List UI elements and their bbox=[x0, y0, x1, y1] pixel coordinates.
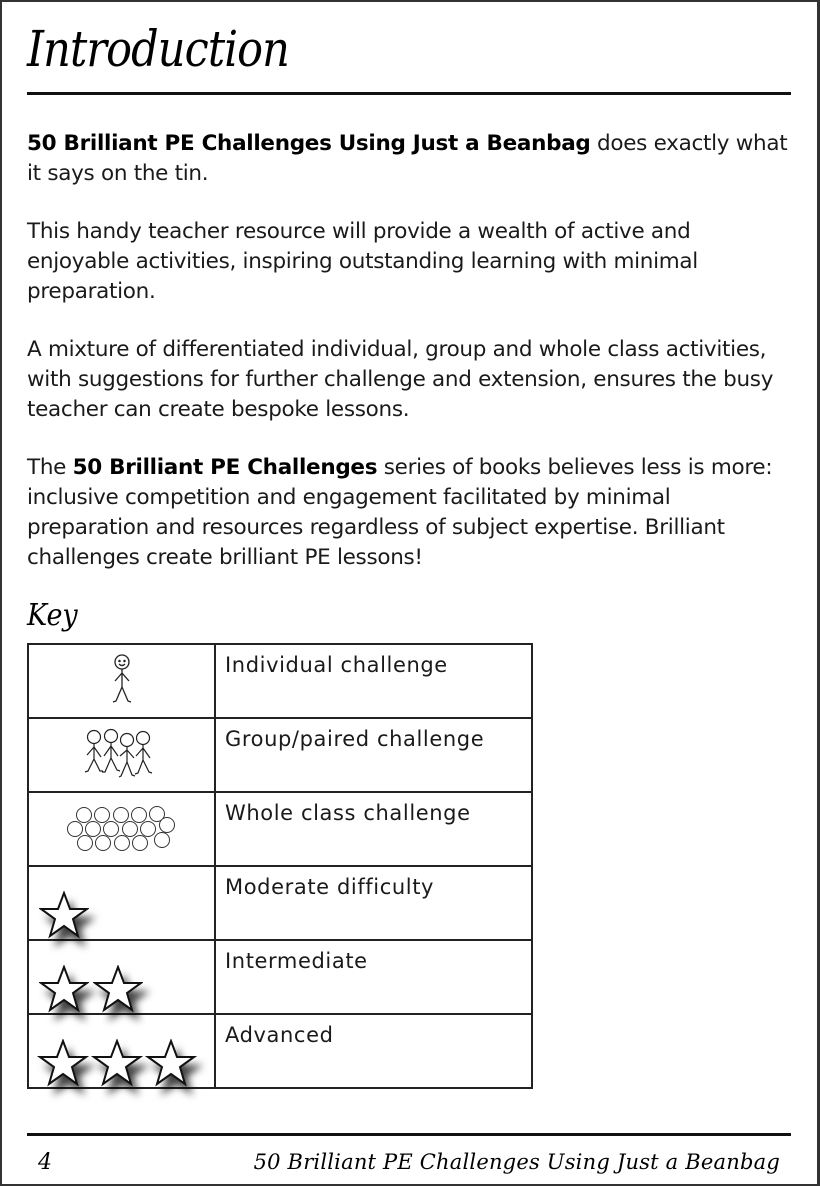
paragraph-1-text: does exactly what it says on the tin. bbox=[27, 131, 788, 186]
paragraph-3: A mixture of differentiated individual, group and whole class activities, with suggestions for further challenge and extension, ensures the busy teacher can create bespoke lessons. bbox=[27, 337, 774, 422]
book-title-bold: 50 Brilliant PE Challenges Using Just a Beanbag bbox=[27, 131, 591, 156]
header-divider bbox=[27, 92, 791, 95]
footer-book-title: 50 Brilliant PE Challenges Using Just a Beanbag bbox=[253, 1150, 780, 1174]
key-table bbox=[27, 643, 533, 1089]
key-row-advanced bbox=[28, 1014, 532, 1088]
group-stick-figures-icon bbox=[29, 719, 214, 791]
paragraph-1 bbox=[27, 129, 797, 189]
key-label: Advanced bbox=[215, 1014, 532, 1088]
paragraph-4-lead: The bbox=[27, 455, 73, 480]
one-star-icon bbox=[29, 867, 214, 939]
intro-body bbox=[27, 129, 797, 601]
page-number: 4 bbox=[38, 1150, 52, 1175]
key-row-moderate bbox=[28, 866, 532, 940]
two-stars-icon bbox=[29, 941, 214, 1013]
key-row-individual bbox=[28, 644, 532, 718]
key-label: Individual challenge bbox=[215, 644, 532, 718]
paragraph-4 bbox=[27, 453, 797, 573]
key-label: Moderate difficulty bbox=[215, 866, 532, 940]
paragraph-4-text: series of books believes less is more: inclusive competition and engagement facilitated by minimal preparation and resources regardless of subject expertise. Brilliant challenges create brilliant PE lessons! bbox=[27, 455, 773, 570]
key-heading: Key bbox=[27, 598, 78, 633]
three-stars-icon bbox=[29, 1015, 214, 1087]
series-title-bold: 50 Brilliant PE Challenges bbox=[72, 455, 378, 480]
crowd-faces-icon bbox=[29, 793, 214, 865]
key-label: Intermediate bbox=[215, 940, 532, 1014]
page-title: Introduction bbox=[27, 20, 290, 78]
key-row-intermediate bbox=[28, 940, 532, 1014]
paragraph-2: This handy teacher resource will provide a wealth of active and enjoyable activities, inspiring outstanding learning with minimal preparation. bbox=[27, 219, 698, 304]
key-row-group bbox=[28, 718, 532, 792]
key-label: Group/paired challenge bbox=[215, 718, 532, 792]
key-row-whole-class bbox=[28, 792, 532, 866]
footer-divider bbox=[27, 1133, 791, 1136]
single-stick-figure-icon bbox=[29, 645, 214, 717]
key-label: Whole class challenge bbox=[215, 792, 532, 866]
